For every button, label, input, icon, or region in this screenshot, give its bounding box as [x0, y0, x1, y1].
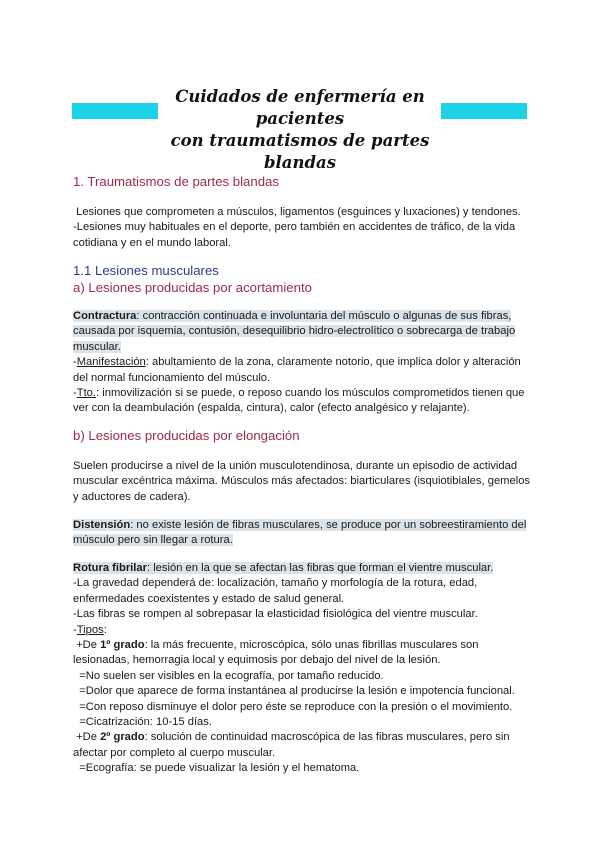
grado-2-label: 2º grado [100, 731, 145, 744]
grado-1-label: 1º grado [100, 639, 145, 652]
title-line-1: Cuidados de enfermería en pacientes [175, 87, 425, 128]
rotura-gravedad-1: -La gravedad dependerá de: localización, tamaño y morfología de la rotura, edad, [73, 577, 478, 590]
document-title [155, 86, 445, 174]
section-1-heading: 1. Traumatismos de partes blandas [73, 174, 279, 189]
section-1-line-2: -Lesiones muy habituales en el deporte, pero también en accidentes de tráfico, de la vida [73, 221, 516, 234]
grado-1-point-b: =Dolor que aparece de forma instantánea al producirse la lesión e impotencia funcional. [73, 685, 515, 698]
contractura-block: Contractura: contracción continuada e involuntaria del músculo o algunas de sus fibras, causada por isquemia, contusión, desequilibrio hidro-electrolítico o sobrecarga de trabajo muscular. -Manifestación: abultamiento de la zona, claramente notorio, que implica dolor y alteración del normal funcionamiento del músculo. -Tto.: inmovilización si se puede, o reposo cuando los músculos comprometidos tienen que ver con la deambulación (espalda, cintura), calor (efecto analgésico y relajante). [73, 309, 533, 417]
manifestacion-text-1: : abultamiento de la zona, claramente notorio, que implica dolor y alteración [145, 356, 521, 369]
grado-1-text-1: : la más frecuente, microscópica, sólo unas fibrillas musculares son [144, 639, 479, 652]
tipos-colon: : [103, 623, 107, 636]
grado-2-prefix: +De [73, 731, 101, 744]
rotura-elasticidad: -Las fibras se rompen al sobrepasar la elasticidad fisiológica del vientre muscular. [73, 608, 478, 621]
tto-text-2: ver con la deambulación (espalda, cintura), calor (efecto analgésico y relajante). [73, 402, 470, 415]
contractura-def-1: : contracción continuada e involuntaria del músculo o algunas de sus fibras, [136, 310, 512, 322]
distension-def-2: músculo pero sin llegar a rotura. [73, 534, 233, 547]
tipos-dash: - [73, 623, 77, 636]
section-1-line-3: cotidiana y en el mundo laboral. [73, 236, 231, 249]
section-1-1-heading: 1.1 Lesiones musculares [73, 263, 219, 278]
elongacion-line-1: Suelen producirse a nivel de la unión musculotendinosa, durante un episodio de actividad [73, 460, 518, 472]
title-accent-bar-left [72, 103, 158, 119]
rotura-block [73, 561, 533, 777]
grado-2-text-1: : solución de continuidad macroscópica de las fibras musculares, pero sin [144, 731, 510, 744]
distension-block [73, 518, 533, 549]
contractura-def-3: muscular. [73, 340, 121, 353]
grado-2-text-2: afectar por completo al cuerpo muscular. [73, 746, 276, 759]
grado-2-point-a: =Ecografía: se puede visualizar la lesión y el hematoma. [73, 762, 360, 775]
rotura-term: Rotura fibrilar [73, 562, 147, 574]
grado-1-point-d: =Cicatrización: 10-15 días. [73, 716, 212, 729]
manifestacion-text-2: del normal funcionamiento del músculo. [73, 371, 271, 384]
tipos-label: Tipos [76, 623, 104, 636]
rotura-gravedad-2: enfermedades coexistentes y estado de salud general. [73, 592, 345, 605]
elongacion-line-2: muscular excéntrica máxima. Músculos más afectados: biarticulares (isquiotibiales, gemelos [73, 475, 531, 488]
grado-1-point-c: =Con reposo disminuye el dolor pero éste se reproduce con la presión o el movimiento. [73, 700, 513, 713]
elongacion-paragraph [73, 459, 533, 505]
title-accent-bar-right [441, 103, 527, 119]
tto-text-1: : inmovilización si se puede, o reposo cuando los músculos comprometidos tienen que [96, 387, 525, 400]
subsection-b-heading: b) Lesiones producidas por elongación [73, 428, 300, 443]
title-line-2: con traumatismos de partes blandas [170, 131, 430, 172]
contractura-def-2: causada por isquemia, contusión, desequilibrio hidro-electrolítico o sobrecarga de trabajo [73, 325, 516, 338]
grado-1-prefix: +De [73, 639, 101, 652]
rotura-def: : lesión en la que se afectan las fibras que forman el vientre muscular. [146, 562, 494, 574]
distension-def-1: : no existe lesión de fibras musculares, se produce por un sobreestiramiento del [130, 519, 527, 531]
elongacion-line-3: y aductores de cadera). [73, 490, 191, 503]
grado-1-text-2: lesionadas, hemorragia local y equimosis por debajo del nivel de la lesión. [73, 654, 441, 667]
grado-1-point-a: =No suelen ser visibles en la ecografía, por tamaño reducido. [73, 669, 384, 682]
manifestacion-label: Manifestación [76, 356, 146, 369]
tto-label: Tto. [76, 387, 97, 400]
contractura-term: Contractura [73, 310, 137, 322]
distension-term: Distensión [73, 519, 131, 531]
section-1-line-1: Lesiones que comprometen a músculos, ligamentos (esguinces y luxaciones) y tendones. [73, 206, 521, 218]
subsection-a-heading: a) Lesiones producidas por acortamiento [73, 280, 312, 295]
section-1-paragraph [73, 205, 533, 251]
